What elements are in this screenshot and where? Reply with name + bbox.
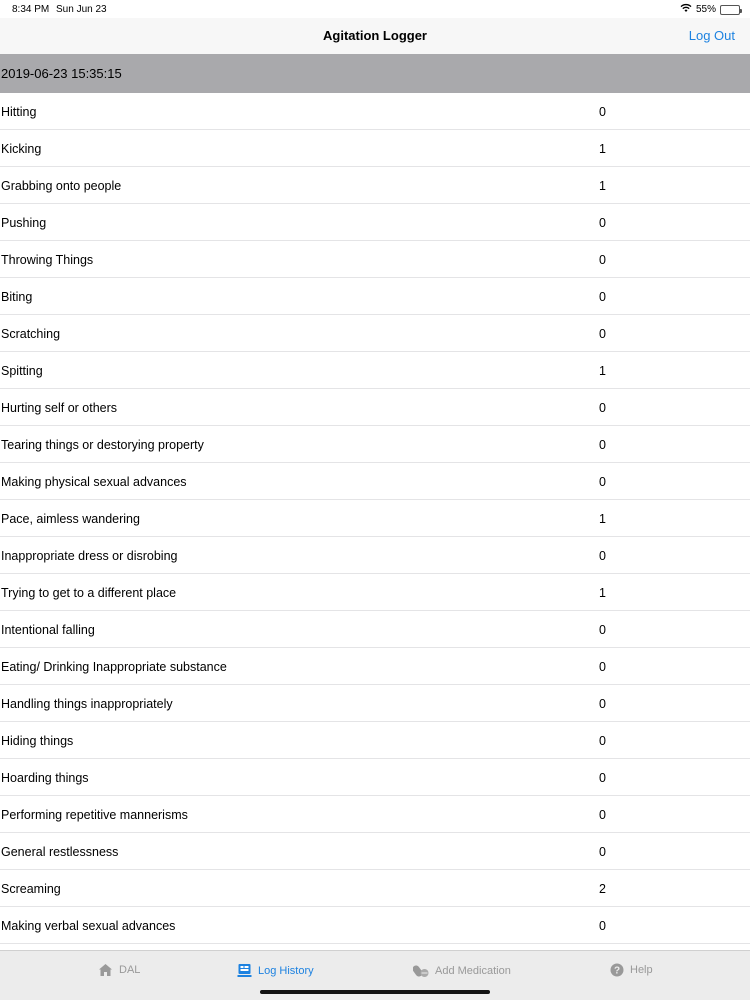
wifi-icon: [680, 3, 692, 16]
battery-icon: [720, 5, 740, 15]
behavior-count: 0: [599, 401, 606, 415]
behavior-count: 0: [599, 660, 606, 674]
behavior-count: 0: [599, 623, 606, 637]
behavior-label: Grabbing onto people: [1, 179, 122, 193]
table-row[interactable]: [0, 315, 750, 352]
table-row[interactable]: [0, 167, 750, 204]
behavior-label: Scratching: [1, 327, 61, 341]
table-row[interactable]: [0, 574, 750, 611]
behavior-count: 1: [599, 364, 606, 378]
behavior-label: Pushing: [1, 216, 47, 230]
table-row[interactable]: [0, 796, 750, 833]
table-row[interactable]: [0, 426, 750, 463]
behavior-label: Hoarding things: [1, 771, 89, 785]
behavior-count: 2: [599, 882, 606, 896]
home-indicator: [260, 990, 490, 994]
table-row[interactable]: [0, 204, 750, 241]
behavior-count: 0: [599, 808, 606, 822]
tab-help[interactable]: [610, 963, 653, 977]
table-row[interactable]: [0, 241, 750, 278]
tab-dal-label: DAL: [119, 964, 141, 976]
tab-add-medication[interactable]: [413, 963, 511, 978]
table-row[interactable]: [0, 722, 750, 759]
table-row[interactable]: [0, 352, 750, 389]
table-row[interactable]: [0, 685, 750, 722]
tab-help-label: Help: [630, 964, 653, 976]
help-icon: [610, 963, 624, 977]
behavior-count: 0: [599, 216, 606, 230]
behavior-label: Biting: [1, 290, 33, 304]
status-date: Sun Jun 23: [56, 4, 107, 15]
behavior-label: Kicking: [1, 142, 42, 156]
log-timestamp-header: 2019-06-23 15:35:15: [0, 54, 750, 93]
behavior-label: Eating/ Drinking Inappropriate substance: [1, 660, 227, 674]
table-row[interactable]: [0, 870, 750, 907]
behavior-label: Making verbal sexual advances: [1, 919, 176, 933]
behavior-label: Screaming: [1, 882, 61, 896]
table-row[interactable]: [0, 500, 750, 537]
medication-icon: [413, 963, 429, 978]
navigation-bar: [0, 18, 750, 54]
table-row[interactable]: [0, 463, 750, 500]
table-row[interactable]: [0, 611, 750, 648]
tab-add-medication-label: Add Medication: [435, 964, 511, 977]
behavior-label: General restlessness: [1, 845, 119, 859]
table-row[interactable]: [0, 278, 750, 315]
behavior-count: 0: [599, 919, 606, 933]
table-row[interactable]: [0, 907, 750, 944]
behavior-label: Intentional falling: [1, 623, 95, 637]
behavior-label: Hitting: [1, 105, 37, 119]
behavior-count: 0: [599, 475, 606, 489]
table-row[interactable]: [0, 759, 750, 796]
home-icon: [98, 963, 113, 977]
status-time: 8:34 PM: [12, 4, 50, 15]
behavior-count: 0: [599, 290, 606, 304]
behavior-count: 1: [599, 586, 606, 600]
status-right: [680, 3, 740, 16]
behavior-count: 0: [599, 771, 606, 785]
behavior-count: 0: [599, 327, 606, 341]
status-bar: [0, 0, 750, 18]
behavior-list: [0, 93, 750, 944]
svg-text:?: ?: [613, 965, 621, 977]
behavior-label: Spitting: [1, 364, 43, 378]
behavior-label: Hiding things: [1, 734, 74, 748]
behavior-label: Trying to get to a different place: [1, 586, 177, 600]
table-row[interactable]: [0, 537, 750, 574]
behavior-label: Handling things inappropriately: [1, 697, 173, 711]
behavior-count: 1: [599, 142, 606, 156]
behavior-count: 0: [599, 105, 606, 119]
behavior-label: Throwing Things: [1, 253, 94, 267]
behavior-count: 0: [599, 697, 606, 711]
behavior-count: 0: [599, 845, 606, 859]
behavior-label: Pace, aimless wandering: [1, 512, 140, 526]
behavior-label: Tearing things or destorying property: [1, 438, 204, 452]
table-row[interactable]: [0, 389, 750, 426]
log-history-icon: [237, 963, 252, 978]
behavior-count: 0: [599, 438, 606, 452]
behavior-count: 1: [599, 512, 606, 526]
behavior-count: 0: [599, 253, 606, 267]
table-row[interactable]: [0, 648, 750, 685]
behavior-label: Performing repetitive mannerisms: [1, 808, 188, 822]
page-title: Agitation Logger: [323, 28, 427, 43]
behavior-count: 0: [599, 549, 606, 563]
behavior-label: Inappropriate dress or disrobing: [1, 549, 178, 563]
table-row[interactable]: [0, 130, 750, 167]
behavior-label: Making physical sexual advances: [1, 475, 187, 489]
behavior-count: 1: [599, 179, 606, 193]
behavior-label: Hurting self or others: [1, 401, 118, 415]
behavior-count: 0: [599, 734, 606, 748]
table-row[interactable]: [0, 93, 750, 130]
table-row[interactable]: [0, 833, 750, 870]
tab-log-history[interactable]: [237, 963, 314, 978]
tab-dal[interactable]: [98, 963, 140, 977]
logout-button[interactable]: Log Out: [688, 28, 735, 43]
tab-log-history-label: Log History: [258, 964, 314, 977]
battery-percent: 55%: [695, 4, 716, 15]
